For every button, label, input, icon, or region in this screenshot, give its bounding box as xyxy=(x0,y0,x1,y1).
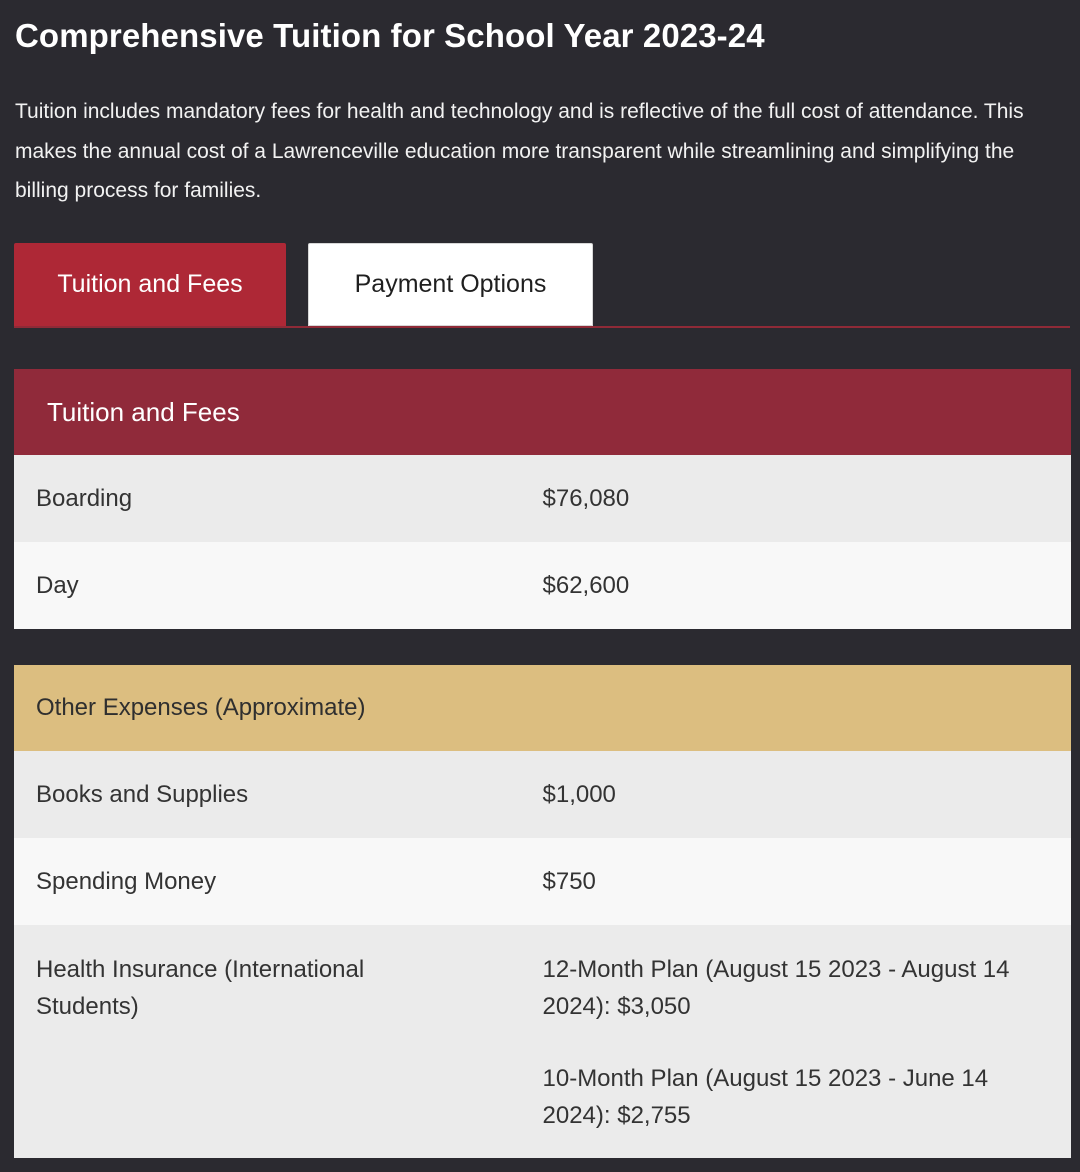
row-label-spending: Spending Money xyxy=(14,838,543,925)
row-label-books: Books and Supplies xyxy=(14,751,543,838)
table-row xyxy=(14,542,1071,629)
intro-paragraph: Tuition includes mandatory fees for health and technology and is reflective of the full cost of attendance. This makes the annual cost of a Lawrenceville education more transparent while streamlining and simplifying the billing process for families. xyxy=(15,100,1024,202)
plan-12-month: 12-Month Plan (August 15 2023 - August 14 2024): $3,050 xyxy=(542,956,1010,1020)
row-label-health-insurance xyxy=(14,925,543,1158)
table-row xyxy=(14,925,1071,1158)
table-row xyxy=(14,838,1071,925)
row-value-day: $62,600 xyxy=(543,542,1072,629)
tuition-fees-table xyxy=(14,369,1071,629)
table-row xyxy=(14,455,1071,542)
tab-bar xyxy=(14,243,1070,328)
expenses-table-header: Other Expenses (Approximate) xyxy=(14,665,1071,751)
tab-payment-options[interactable]: Payment Options xyxy=(308,243,593,326)
row-value-spending: $750 xyxy=(543,838,1072,925)
row-label-boarding: Boarding xyxy=(14,455,543,542)
row-value-boarding: $76,080 xyxy=(543,455,1072,542)
tab-tuition-and-fees[interactable]: Tuition and Fees xyxy=(14,243,286,326)
page-title: Comprehensive Tuition for School Year 2023-24 xyxy=(15,17,765,54)
plan-10-month: 10-Month Plan (August 15 2023 - June 14 2024): $2,755 xyxy=(542,1065,989,1129)
row-label-day: Day xyxy=(14,542,543,629)
table-row xyxy=(14,751,1071,838)
row-value-books: $1,000 xyxy=(543,751,1072,838)
health-insurance-label: Health Insurance (International Students) xyxy=(36,956,365,1020)
row-value-health-insurance xyxy=(543,925,1072,1158)
tuition-table-header: Tuition and Fees xyxy=(14,369,1071,455)
other-expenses-table xyxy=(14,665,1071,1158)
